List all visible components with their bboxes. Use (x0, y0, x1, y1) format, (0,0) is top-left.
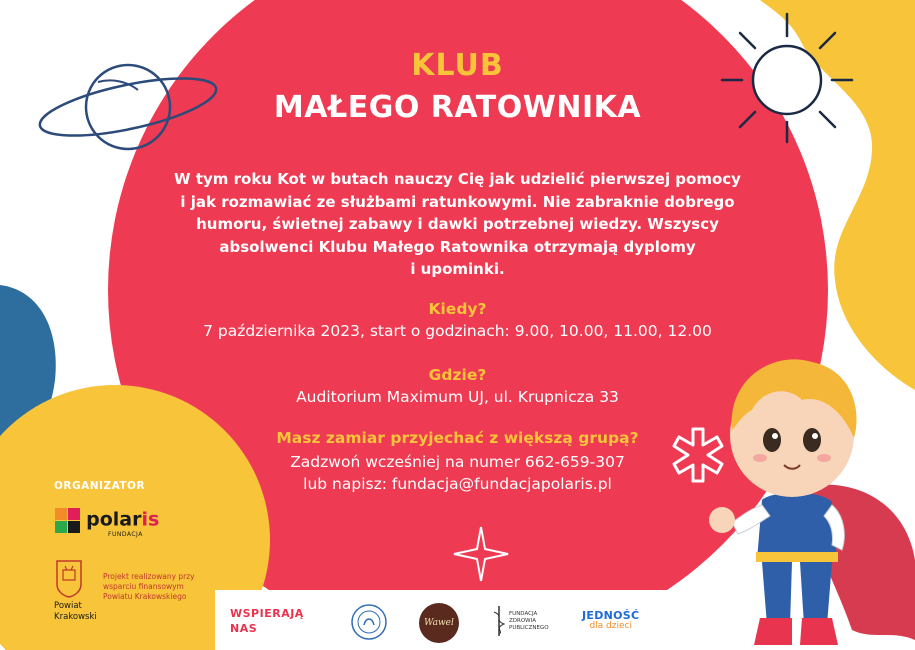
rescuer-boy-illustration (692, 340, 915, 650)
intro-line: W tym roku Kot w butach nauczy Cię jak udzielić pierwszej pomocy (174, 170, 741, 188)
intro-line: i jak rozmawiać ze służbami ratunkowymi. Nie zabraknie dobrego (180, 192, 735, 211)
intro-line: i upominki. (410, 260, 505, 278)
intro-line: absolwenci Klubu Małego Ratownika otrzymają dyplomy (219, 237, 696, 256)
title-klub: KLUB (411, 48, 504, 83)
where-heading: Gdzie? (428, 366, 487, 384)
powiat-line1: Powiat (54, 601, 82, 611)
title-main: MAŁEGO RATOWNIKA (273, 90, 642, 125)
partner-wawel-logo (419, 603, 459, 643)
polaris-wordmark-accent: is (141, 508, 160, 531)
polaris-wordmark (86, 509, 159, 531)
jednosc-title: JEDNOŚĆ (582, 609, 640, 622)
intro-line: humoru, świetnej zabawy i dawki potrzebnej wiedzy. Wszyscy (196, 215, 719, 233)
powiat-line2: Krakowski (54, 612, 97, 622)
partner-jednosc-logo (582, 610, 639, 632)
partner-fzp-logo (492, 604, 549, 638)
partner-seal-logo (350, 603, 388, 641)
polaris-wordmark-main: polar (86, 508, 142, 531)
supporters-label-line1: WSPIERAJĄ (230, 607, 304, 620)
jednosc-sub: dla dzieci (589, 621, 632, 631)
fzp-text (509, 611, 549, 632)
fzp-line: FUNDACJA (509, 610, 538, 617)
supporters-label (230, 606, 320, 636)
when-heading: Kiedy? (428, 300, 487, 318)
when-text: 7 października 2023, start o godzinach: 9.00, 10.00, 11.00, 12.00 (203, 322, 712, 340)
caduceus-icon (492, 604, 506, 638)
group-phone: Zadzwoń wcześniej na numer 662-659-307 (290, 453, 625, 471)
fzp-line: PUBLICZNEGO (509, 624, 549, 631)
intro-paragraph (160, 168, 755, 281)
powiat-name (54, 601, 97, 623)
where-text: Auditorium Maximum UJ, ul. Krupnicza 33 (296, 388, 619, 406)
polaris-mark-icon (55, 508, 81, 534)
fzp-line: ZDROWIA (509, 617, 536, 624)
sparkle-icon (452, 525, 510, 583)
organizer-label: ORGANIZATOR (54, 480, 146, 492)
wawel-wordmark: Wawel (424, 618, 454, 628)
group-email: lub napisz: fundacja@fundacjapolaris.pl (303, 475, 612, 493)
polaris-subtitle: FUNDACJA (108, 531, 143, 538)
project-note: Projekt realizowany przy wsparciu finansowym Powiatu Krakowskiego (103, 572, 195, 601)
powiat-crest-icon (56, 560, 82, 598)
group-heading: Masz zamiar przyjechać z większą grupą? (276, 429, 639, 447)
supporters-label-line2: NAS (230, 622, 258, 635)
